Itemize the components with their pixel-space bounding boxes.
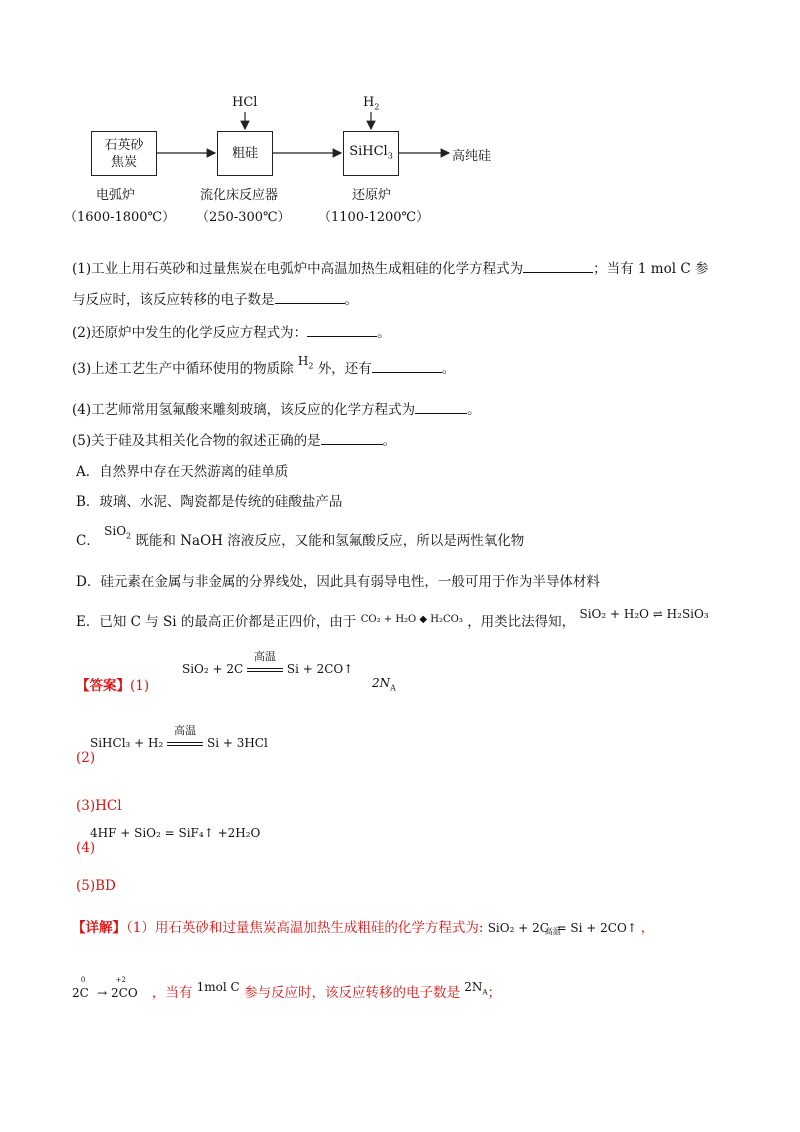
question-4: (4)工艺师常用氢氟酸来雕刻玻璃，该反应的化学方程式为 。 [72,399,481,420]
option-e: E．已知 C 与 Si 的最高正价都是正四价，由于 $^{CO_2 + H_2O ◆ H_2CO_3}$ ，用类比法得知， SiO₂ + H₂O ⇌ H₂SiO₃ [76,607,709,630]
stage1-temp: （1600-1800℃） [64,210,176,225]
answer-4-number: (4) [76,840,96,856]
answer-1-electrons: $2N_A$ [372,676,396,693]
option-b: B．玻璃、水泥、陶瓷都是传统的硅酸盐产品 [76,494,343,510]
stage3-name: 还原炉 [352,188,392,203]
question-1-line1: (1)工业上用石英砂和过量焦炭在电弧炉中高温加热生成粗硅的化学方程式为 ；当有 1 mol C 参 [72,258,708,279]
box-crude-silicon: 粗硅 [217,131,273,176]
answer-4-equation: 4HF + SiO₂ = SiF₄↑ +2H₂O [90,826,261,840]
option-e-equation-2: SiO₂ + H₂O ⇌ H₂SiO₃ [579,607,709,621]
option-e-equation-1: CO₂ + H₂O ◆ H₂CO₃ [360,614,463,625]
answer-1: 【答案】(1) [76,678,150,694]
input-h2: $H_2$ [363,95,380,112]
detail-equation: SiO₂ + 2C 高温 = Si + 2CO↑ [487,921,637,936]
question-2: (2)还原炉中发生的化学反应方程式为： 。 [72,322,391,343]
box-sihcl3: SiHCl$_3$ [343,131,399,176]
blank-3 [372,358,442,373]
answer-3: (3)HCl [76,798,122,814]
blank-4 [415,399,467,414]
input-hcl: HCl [232,95,258,110]
option-d: D．硅元素在金属与非金属的分界线处，因此具有弱导电性，一般可用于作为半导体材料 [76,574,600,590]
output-pure-silicon: 高纯硅 [452,149,492,164]
question-3: (3)上述工艺生产中循环使用的物质除 $H_2$ 外，还有 。 [72,354,456,377]
answer-label: 【答案】 [76,678,130,694]
detail-electron-transfer: $2C^0 \to 2CO^{+2}$ [72,976,138,1000]
answer-2-number: (2) [76,750,96,766]
blank-1b [275,289,345,304]
stage1-name: 电弧炉 [96,188,136,203]
stage2-temp: （250-300℃） [196,210,291,225]
option-a: A．自然界中存在天然游离的硅单质 [76,464,289,480]
stage3-temp: （1100-1200℃） [318,210,430,225]
option-c: C． SiO$_2$ 既能和 NaOH 溶液反应，又能和氢氟酸反应，所以是两性氧化物 [76,524,525,549]
detail-line-2: $2C^0 \to 2CO^{+2}$ ，当有 1mol C 参与反应时，该反应转移的电子数是 $2N_A$； [72,976,501,1001]
blank-1a [523,258,593,273]
answer-5: (5)BD [76,878,116,894]
blank-2 [307,322,377,337]
answer-2-equation: SiHCl₃ + H₂ 高温 Si + 3HCl [90,724,268,750]
detail-line-1: 【详解】（1）用石英砂和过量焦炭高温加热生成粗硅的化学方程式为: SiO₂ + 2C 高温 = Si + 2CO↑ ， [72,920,655,936]
question-5: (5)关于硅及其相关化合物的叙述正确的是 。 [72,430,396,451]
blank-5 [321,430,383,445]
detail-label: 【详解】 [72,920,126,936]
answer-1-equation: SiO₂ + 2C 高温 Si + 2CO↑ [182,650,354,676]
stage2-name: 流化床反应器 [200,188,279,203]
box-raw-line1: 石英砂 [104,137,144,153]
question-1-line2: 与反应时，该反应转移的电子数是 。 [72,289,358,310]
flow-arrows [0,0,800,240]
box-raw-line2: 焦炭 [110,154,137,170]
